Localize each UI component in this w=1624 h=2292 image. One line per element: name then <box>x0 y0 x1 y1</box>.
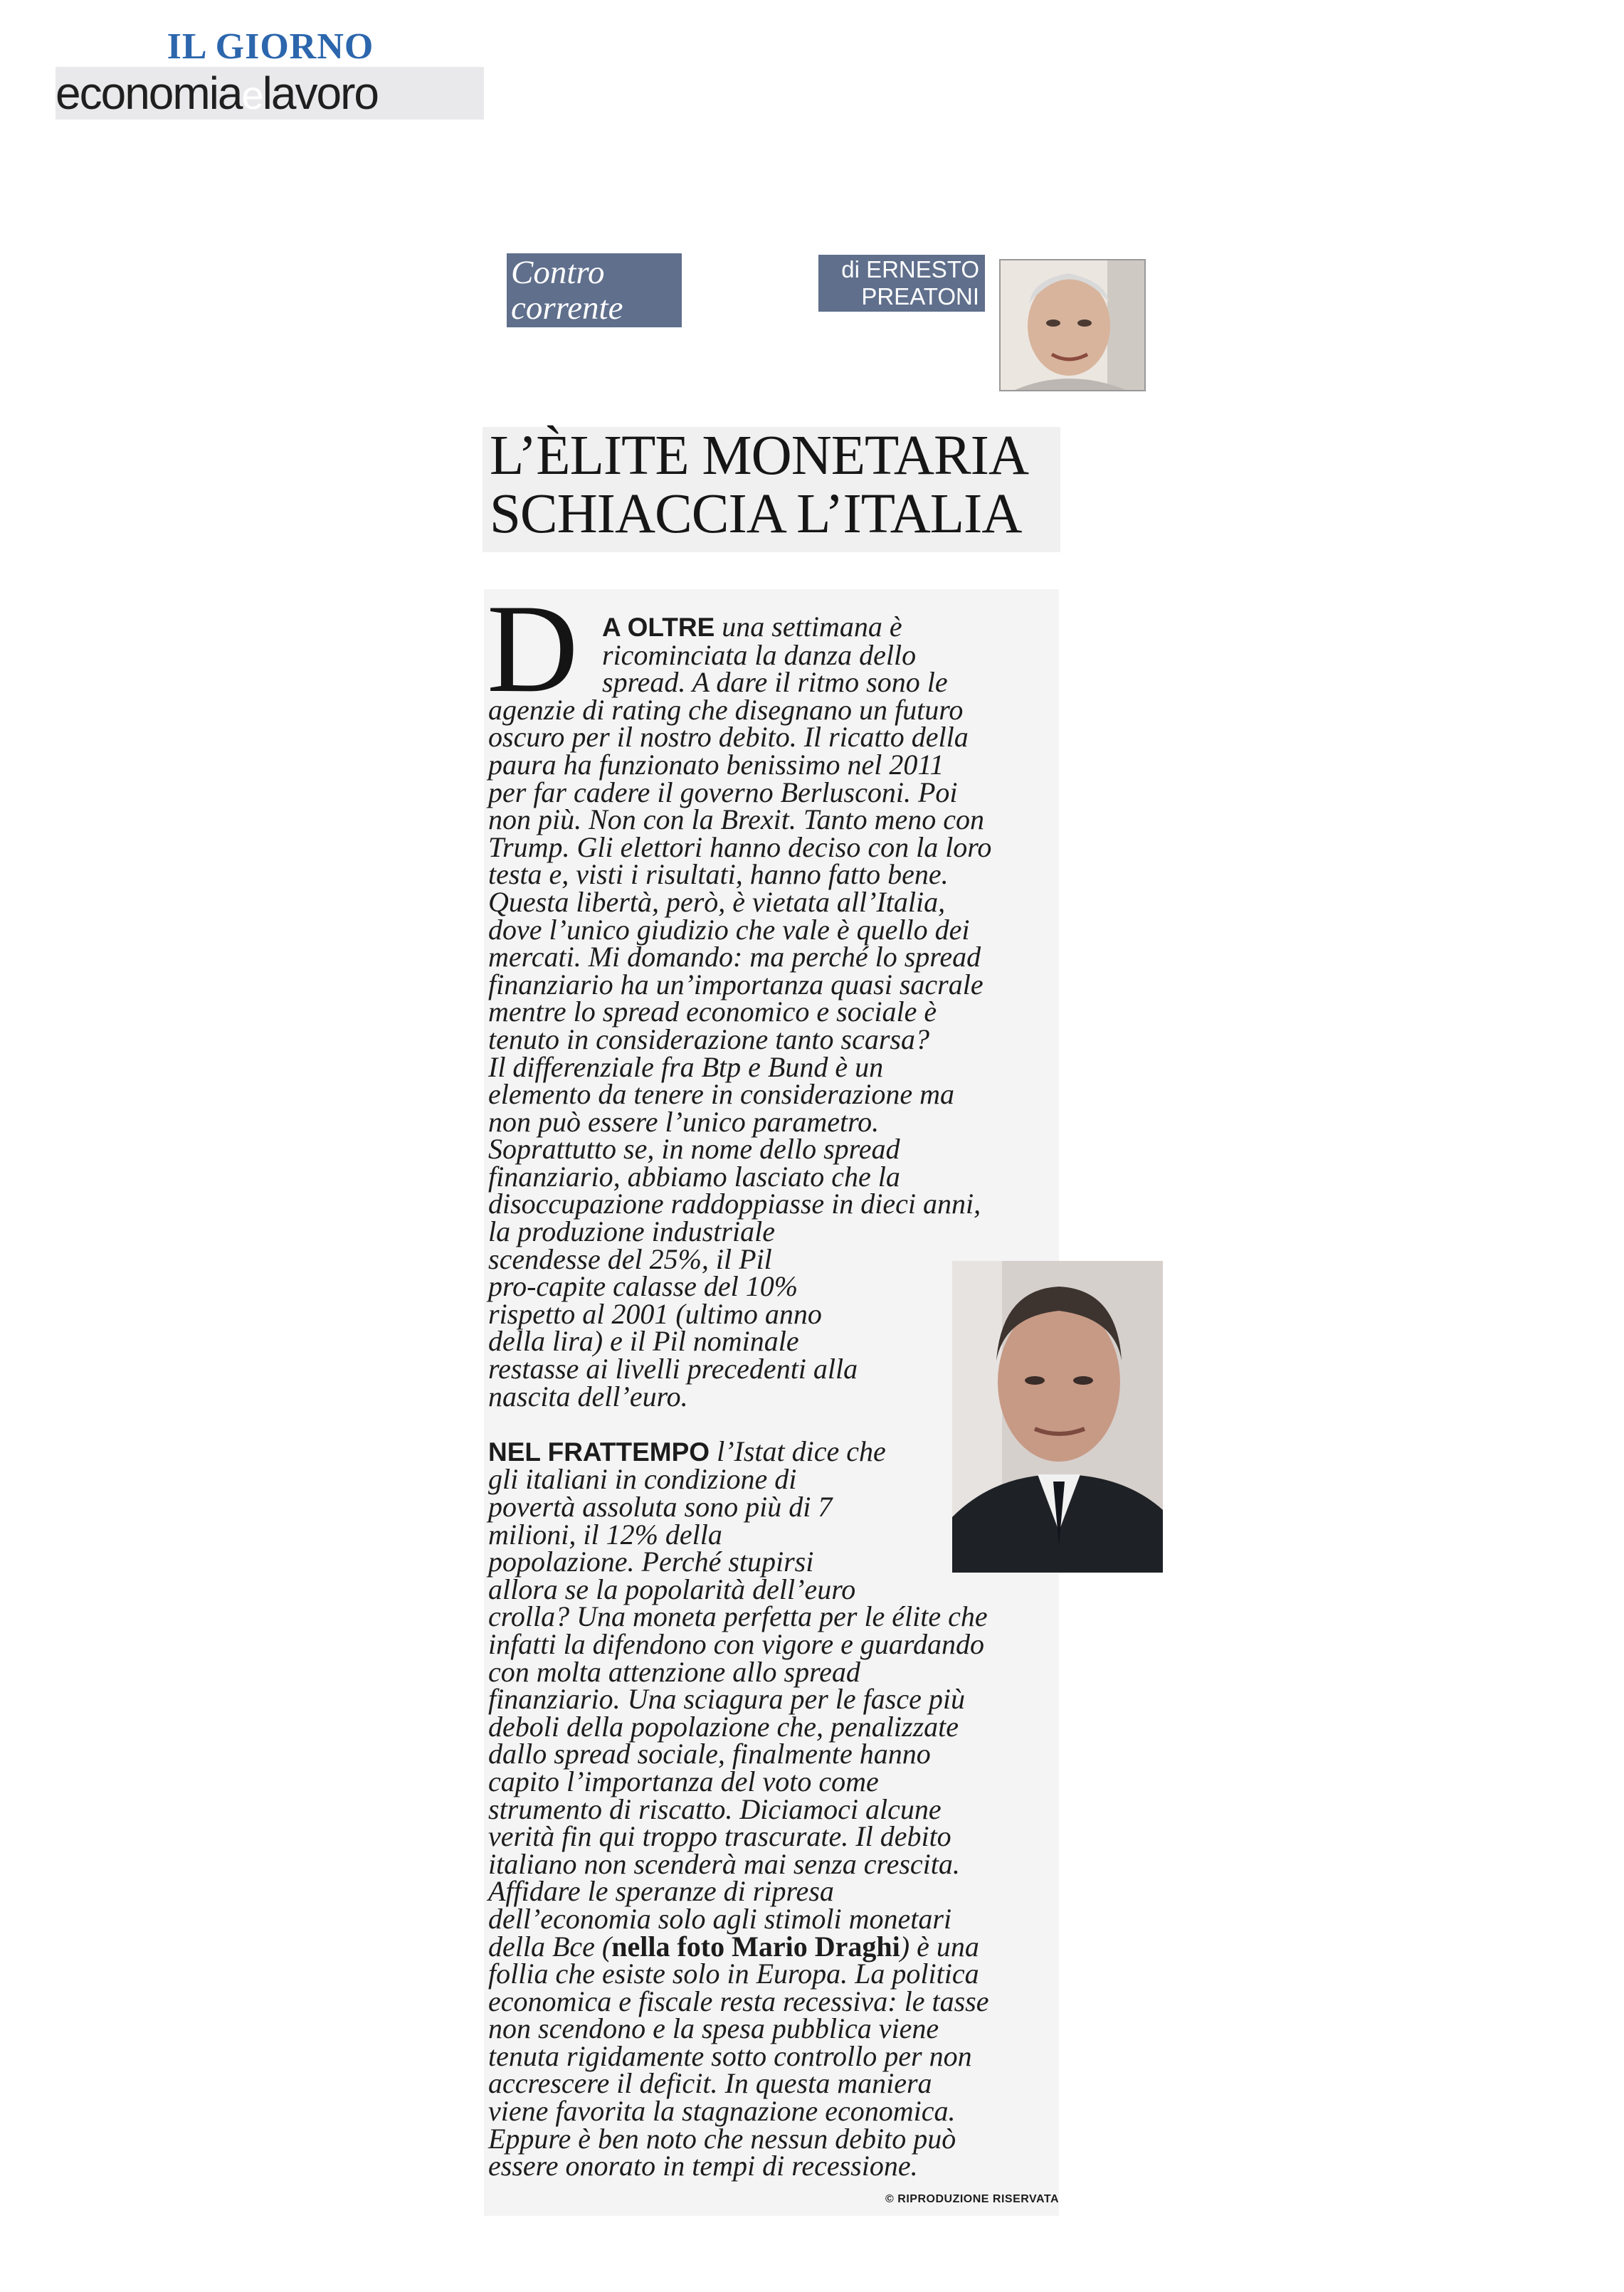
article-line: NEL FRATTEMPO l’Istat dice che <box>488 1435 886 1467</box>
rubric-line2: corrente <box>511 290 623 327</box>
article-line: follia che esiste solo in Europa. La politica <box>488 1958 979 1990</box>
article-line: mentre lo spread economico e sociale è <box>488 996 937 1028</box>
article-line: dallo spread sociale, finalmente hanno <box>488 1738 931 1770</box>
article-line: spread. A dare il ritmo sono le <box>602 666 948 699</box>
article-line: rispetto al 2001 (ultimo anno <box>488 1297 822 1330</box>
article-line: restasse ai livelli precedenti alla <box>488 1353 858 1385</box>
article-line: mercati. Mi domando: ma perché lo spread <box>488 941 981 973</box>
headline <box>483 427 1060 552</box>
headline-line2: SCHIACCIA L’ITALIA <box>490 483 1022 545</box>
article-line: deboli della popolazione che, penalizzate <box>488 1710 959 1743</box>
article-line: essere onorato in tempi di recessione. <box>488 2150 918 2182</box>
article-line: crolla? Una moneta perfetta per le élite che <box>488 1600 988 1633</box>
article-line: accrescere il deficit. In questa maniera <box>488 2067 932 2100</box>
article-line: Il differenziale fra Btp e Bund è un <box>488 1050 884 1083</box>
publication-name: IL GIORNO <box>167 26 374 67</box>
article-line: italiano non scenderà mai senza crescita. <box>488 1847 960 1880</box>
article-line: viene favorita la stagnazione economica. <box>488 2095 956 2128</box>
article-line: non più. Non con la Brexit. Tanto meno con <box>488 803 984 836</box>
author-portrait-icon <box>1001 260 1144 390</box>
article-line: allora se la popolarità dell’euro <box>488 1573 856 1605</box>
article-line: milioni, il 12% della <box>488 1518 722 1551</box>
article-line: dove l’unico giudizio che vale è quello dei <box>488 913 970 946</box>
headline-line1: L’ÈLITE MONETARIA <box>490 425 1029 487</box>
article-line: tenuto in considerazione tanto scarsa? <box>488 1023 929 1055</box>
article-line: agenzie di rating che disegnano un futuro <box>488 693 964 726</box>
article-line: finanziario. Una sciagura per le fasce più <box>488 1683 965 1716</box>
masthead <box>56 26 484 120</box>
section-name-part2: e <box>241 73 263 117</box>
article-line: infatti la difendono con vigore e guardando <box>488 1627 984 1660</box>
article-line: ricominciata la danza dello <box>602 638 917 671</box>
article-line: Soprattutto se, in nome dello spread <box>488 1133 900 1166</box>
article-line: la produzione industriale <box>488 1215 775 1248</box>
article-line: gli italiani in condizione di <box>488 1463 797 1496</box>
article-line: povertà assoluta sono più di 7 <box>488 1491 833 1523</box>
article-line: scendesse del 25%, il Pil <box>488 1242 772 1275</box>
article-line: capito l’importanza del voto come <box>488 1765 879 1797</box>
author-photo <box>999 259 1146 391</box>
article-line: finanziario, abbiamo lasciato che la <box>488 1160 900 1193</box>
article-line: finanziario ha un’importanza quasi sacrale <box>488 968 984 1000</box>
article-line: popolazione. Perché stupirsi <box>488 1546 814 1578</box>
article-photo <box>952 1261 1163 1573</box>
article-line: paura ha funzionato benissimo nel 2011 <box>488 748 944 781</box>
article-line: testa e, visti i risultati, hanno fatto bene. <box>488 858 949 891</box>
portrait-photo-icon <box>952 1261 1163 1573</box>
article-line: dell’economia solo agli stimoli monetari <box>488 1902 952 1935</box>
article-line: della Bce (nella foto Mario Draghi) è una <box>488 1930 979 1963</box>
article-line: economica e fiscale resta recessiva: le tasse <box>488 1985 989 2017</box>
article-line: della lira) e il Pil nominale <box>488 1325 799 1358</box>
article-line: con molta attenzione allo spread <box>488 1655 860 1688</box>
copyright-notice: © RIPRODUZIONE RISERVATA <box>885 2193 1059 2205</box>
article-line: disoccupazione raddoppiasse in dieci anni, <box>488 1188 981 1220</box>
section-name-part3: lavoro <box>262 68 378 119</box>
article-line: per far cadere il governo Berlusconi. Poi <box>488 776 958 808</box>
section-name-part1: economia <box>56 68 242 119</box>
article-line: non può essere l’unico parametro. <box>488 1105 880 1138</box>
byline-line2: PREATONI <box>861 283 979 310</box>
article-line: tenuta rigidamente sotto controllo per non <box>488 2039 972 2072</box>
article-line: oscuro per il nostro debito. Il ricatto della <box>488 721 969 754</box>
section-name <box>56 67 484 120</box>
article-line: strumento di riscatto. Diciamoci alcune <box>488 1792 942 1825</box>
byline-line1: di ERNESTO <box>841 256 979 282</box>
article-line: Questa libertà, però, è vietata all’Italia, <box>488 885 946 918</box>
article-line: Trump. Gli elettori hanno deciso con la loro <box>488 830 992 863</box>
drop-cap: D <box>487 578 579 719</box>
article-line: nascita dell’euro. <box>488 1380 688 1412</box>
column-rubric <box>507 253 682 327</box>
rubric-line1: Contro <box>511 254 605 291</box>
article-line: Eppure è ben noto che nessun debito può <box>488 2122 956 2155</box>
byline <box>818 255 985 312</box>
article-line: A OLTRE una settimana è <box>602 611 902 643</box>
lead-in-2: NEL FRATTEMPO <box>488 1437 710 1467</box>
article-line: verità fin qui troppo trascurate. Il debito <box>488 1820 951 1853</box>
photo-caption-ref: nella foto Mario Draghi <box>611 1930 900 1963</box>
article-line: Affidare le speranze di ripresa <box>488 1875 834 1908</box>
lead-in: A OLTRE <box>602 613 715 642</box>
article-line: non scendono e la spesa pubblica viene <box>488 2012 939 2045</box>
article-line: elemento da tenere in considerazione ma <box>488 1078 955 1111</box>
article-line: pro-capite calasse del 10% <box>488 1270 798 1303</box>
